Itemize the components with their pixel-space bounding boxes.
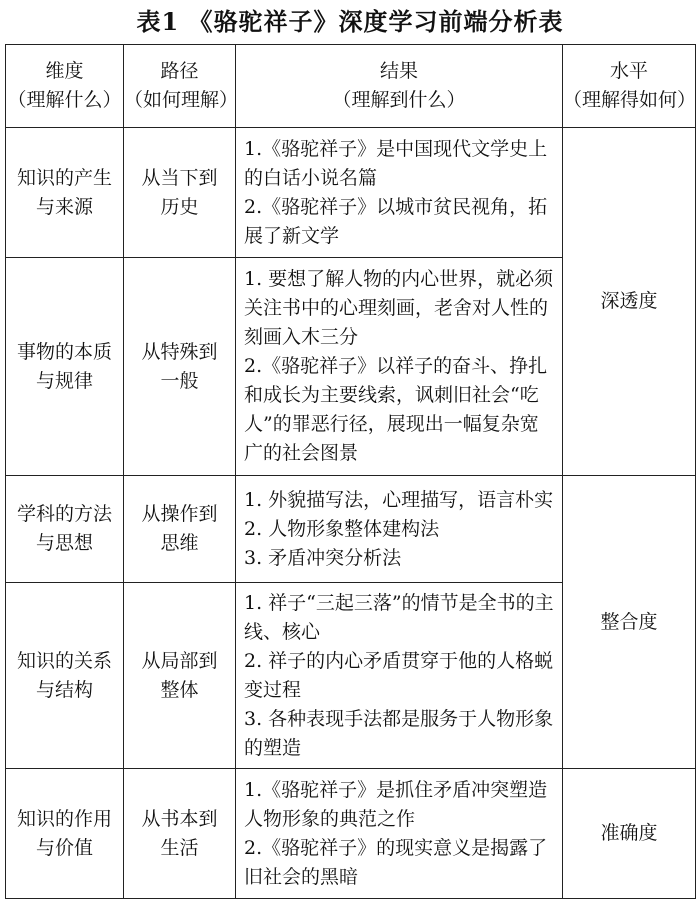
level-cell: 准确度: [563, 769, 696, 899]
dimension-cell: 学科的方法 与思想: [6, 476, 124, 583]
dimension-cell: 知识的关系 与结构: [6, 583, 124, 769]
dimension-cell: 知识的作用 与价值: [6, 769, 124, 899]
path-cell: 从当下到 历史: [124, 128, 236, 258]
header-dimension: 维度 （理解什么）: [6, 45, 124, 128]
table-row: [6, 476, 696, 583]
path-cell: 从特殊到 一般: [124, 258, 236, 476]
header-result: 结果 （理解到什么）: [236, 45, 563, 128]
analysis-table: [5, 44, 696, 899]
dimension-cell: 知识的产生 与来源: [6, 128, 124, 258]
result-cell: 1. 祥子“三起三落”的情节是全书的主线、核心 2. 祥子的内心矛盾贯穿于他的人格蜕变过程 3. 各种表现手法都是服务于人物形象的塑造: [236, 583, 563, 769]
header-row: [6, 45, 696, 128]
header-level: 水平 （理解得如何）: [563, 45, 696, 128]
result-cell: 1.《骆驼祥子》是抓住矛盾冲突塑造人物形象的典范之作 2.《骆驼祥子》的现实意义是揭露了旧社会的黑暗: [236, 769, 563, 899]
path-cell: 从书本到 生活: [124, 769, 236, 899]
table-title: 表1 《骆驼祥子》深度学习前端分析表: [136, 7, 564, 36]
level-cell: 整合度: [563, 476, 696, 769]
header-path: 路径 （如何理解）: [124, 45, 236, 128]
table-row: [6, 769, 696, 899]
path-cell: 从操作到 思维: [124, 476, 236, 583]
result-cell: 1.《骆驼祥子》是中国现代文学史上的白话小说名篇 2.《骆驼祥子》以城市贫民视角，拓展了新文学: [236, 128, 563, 258]
table-row: [6, 128, 696, 258]
path-cell: 从局部到 整体: [124, 583, 236, 769]
dimension-cell: 事物的本质 与规律: [6, 258, 124, 476]
result-cell: 1. 外貌描写法，心理描写，语言朴实 2. 人物形象整体建构法 3. 矛盾冲突分析法: [236, 476, 563, 583]
level-cell: 深透度: [563, 128, 696, 476]
result-cell: 1. 要想了解人物的内心世界，就必须关注书中的心理刻画，老舍对人性的刻画入木三分 2.《骆驼祥子》以祥子的奋斗、挣扎和成长为主要线索，讽刺旧社会“吃人”的罪恶行径，展现出一幅复杂宽广的社会图景: [236, 258, 563, 476]
